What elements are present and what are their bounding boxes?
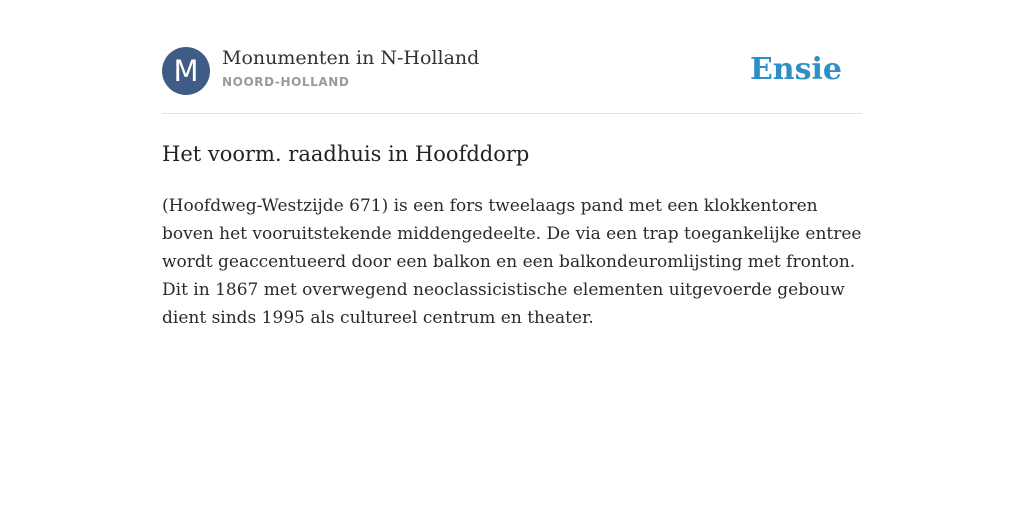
body-line: dient sinds 1995 als cultureel centrum en theater. bbox=[162, 308, 594, 328]
source-subtitle: NOORD-HOLLAND bbox=[222, 75, 350, 89]
card-header bbox=[162, 46, 862, 114]
avatar[interactable]: M bbox=[162, 47, 210, 95]
article-body bbox=[162, 192, 862, 332]
body-line: wordt geaccentueerd door een balkon en een balkondeuromlijsting met fronton. bbox=[162, 252, 856, 272]
article-title: Het voorm. raadhuis in Hoofddorp bbox=[162, 142, 530, 166]
body-line: Dit in 1867 met overwegend neoclassicistische elementen uitgevoerde gebouw bbox=[162, 280, 845, 300]
article-card bbox=[162, 46, 862, 332]
body-line: boven het vooruitstekende middengedeelte. De via een trap toegankelijke entree bbox=[162, 224, 862, 244]
brand-logo[interactable]: Ensie bbox=[749, 52, 842, 87]
source-title[interactable]: Monumenten in N-Holland bbox=[222, 47, 480, 69]
body-line: (Hoofdweg-Westzijde 671) is een fors tweelaags pand met een klokkentoren bbox=[162, 196, 818, 216]
